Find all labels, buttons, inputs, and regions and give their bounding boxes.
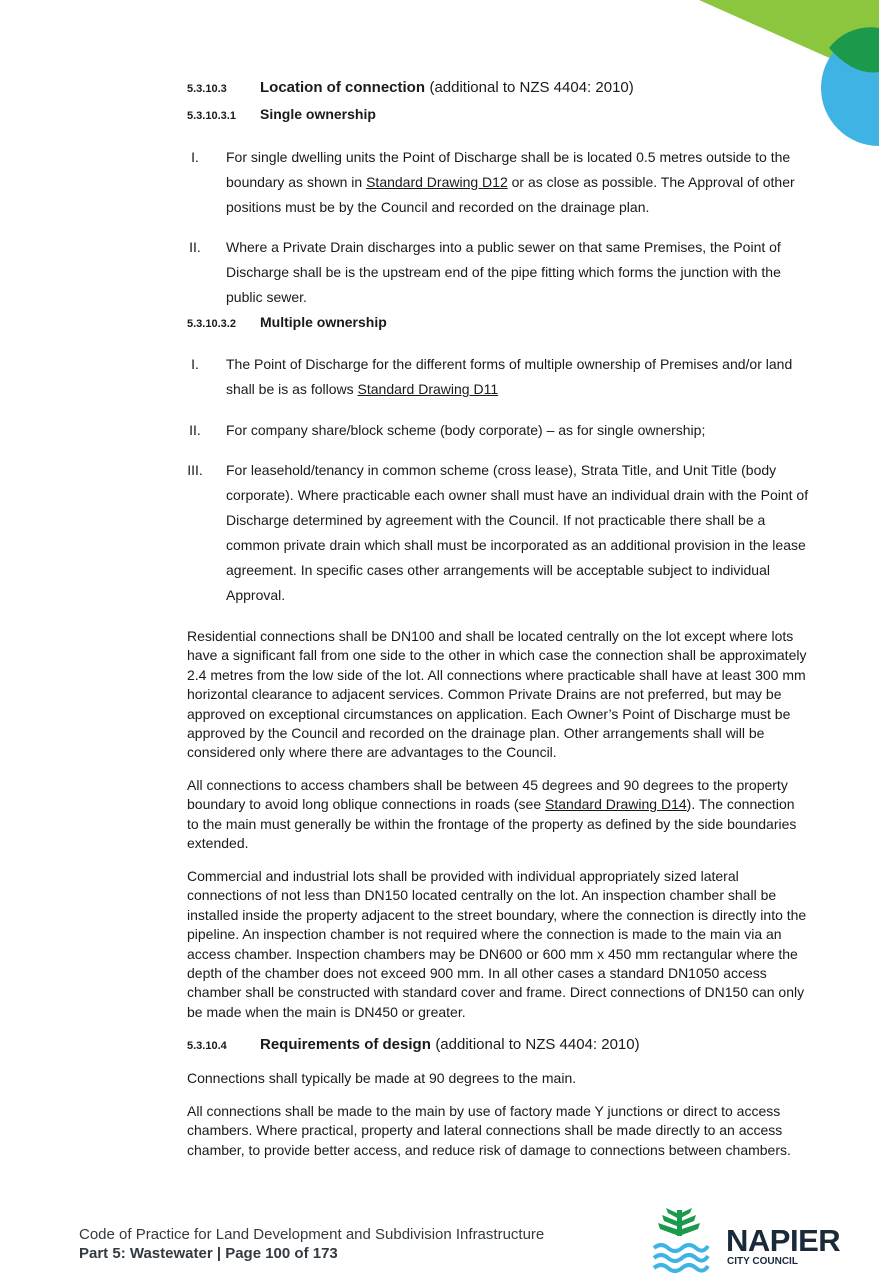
logo-subtitle: CITY COUNCIL xyxy=(727,1256,798,1267)
list-text xyxy=(226,352,820,402)
list-numeral: III. xyxy=(187,462,203,478)
section-heading-requirements xyxy=(187,1036,640,1054)
text-run: For single dwelling units the Point of Discharge shall be is located 0.5 metres outside to the boundary as shown in xyxy=(226,149,791,190)
list-numeral: I. xyxy=(191,356,199,372)
section-extra: (additional to NZS 4404: 2010) xyxy=(429,79,634,96)
text-run: The Point of Discharge for the different forms of multiple ownership of Premises and/or land shall be is as follows xyxy=(226,356,793,397)
standard-drawing-link[interactable]: Standard Drawing D14 xyxy=(545,796,687,813)
standard-drawing-link[interactable]: Standard Drawing D11 xyxy=(357,381,499,397)
text-run: or as close as possible. The Approval of other positions must be by the Council and recorded on the drainage plan. xyxy=(226,174,795,215)
paragraph-y-junctions: All connections shall be made to the main by use of factory made Y junctions or direct to access chambers. Where practical, property and lateral connections shall be made directly to an access chamber, to provide better access, and reduce risk of damage to connections between chambers. xyxy=(187,1103,791,1158)
footer-page-info: Part 5: Wastewater | Page 100 of 173 xyxy=(79,1245,338,1262)
list-text: Where a Private Drain discharges into a public sewer on that same Premises, the Point of Discharge shall be is the upstream end of the pipe fitting which forms the junction with the public sewer. xyxy=(226,239,781,305)
page-footer xyxy=(79,1225,544,1263)
subsection-number: 5.3.10.3.2 xyxy=(187,318,236,330)
section-extra: (additional to NZS 4404: 2010) xyxy=(435,1036,640,1053)
list-item xyxy=(180,418,820,443)
logo-name: NAPIER xyxy=(726,1223,841,1258)
subsection-title: Single ownership xyxy=(260,106,376,122)
paragraph-residential: Residential connections shall be DN100 and shall be located centrally on the lot except where lots have a significant fall from one side to the other in which case the connection shall be approximately 2.4 metres from the low side of the lot. All connections where practicable shall have at least 300 mm horizontal clearance to adjacent services. Common Private Drains are not preferred, but may be approved on exceptional circumstances on application. Each Owner’s Point of Discharge must be approved by the Council and recorded on the drainage plan. Other arrangements shall will be considered only where there are advantages to the Council. xyxy=(187,628,807,761)
list-numeral: II. xyxy=(189,422,201,438)
list-item xyxy=(180,352,820,402)
footer-doc-title: Code of Practice for Land Development and Subdivision Infrastructure xyxy=(79,1226,545,1243)
standard-drawing-link[interactable]: Standard Drawing D12 xyxy=(366,174,508,190)
section-number: 5.3.10.4 xyxy=(187,1040,227,1052)
list-item xyxy=(180,458,820,608)
paragraph-access-chambers xyxy=(187,776,807,854)
subsection-number: 5.3.10.3.1 xyxy=(187,110,236,122)
text-run: ). The connection to the main must generally be within the frontage of the property as defined by the side boundaries extended. xyxy=(187,796,797,852)
list-text: For leasehold/tenancy in common scheme (cross lease), Strata Title, and Unit Title (body corporate). Where practicable each owner shall must have an individual drain with the Point of Discharge determined by agreement with the Council. If not practicable there shall be a common private drain which shall must be incorporated as an additional provision in the lease agreement. In specific cases other arrangements will be acceptable subject to individual Approval. xyxy=(226,462,809,603)
list-text: For company share/block scheme (body corporate) – as for single ownership; xyxy=(226,422,706,438)
text-run: All connections to access chambers shall be between 45 degrees and 90 degrees to the property boundary to avoid long oblique connections in roads (see xyxy=(187,777,788,813)
subsection-title: Multiple ownership xyxy=(260,314,387,330)
paragraph-commercial: Commercial and industrial lots shall be provided with individual appropriately sized lateral connections of not less than DN150 located centrally on the lot. An inspection chamber shall be installed inside the property adjacent to the street boundary, where the connection is directly into the pipeline. An inspection chamber is not required where the connection is made to the main via an access chamber. Inspection chambers may be DN600 or 600 mm x 450 mm rectangular where the depth of the chamber does not exceed 900 mm. In all other cases a standard DN1050 access chamber shall be constructed with standard cover and frame. Direct connections of DN150 can only be made when the main is DN450 or greater. xyxy=(187,868,807,1020)
section-title: Location of connection xyxy=(260,79,425,96)
corner-decoration xyxy=(679,0,879,160)
list-numeral: I. xyxy=(191,149,199,165)
list-item xyxy=(180,235,820,310)
section-heading-location xyxy=(187,79,634,97)
subsection-heading-multiple xyxy=(187,314,387,332)
section-title: Requirements of design xyxy=(260,1036,431,1053)
list-numeral: II. xyxy=(189,239,201,255)
subsection-heading-single xyxy=(187,106,376,124)
paragraph-90-degrees: Connections shall typically be made at 90 degrees to the main. xyxy=(187,1070,577,1086)
list-item xyxy=(180,145,820,220)
list-text xyxy=(226,145,820,220)
section-number: 5.3.10.3 xyxy=(187,83,227,95)
